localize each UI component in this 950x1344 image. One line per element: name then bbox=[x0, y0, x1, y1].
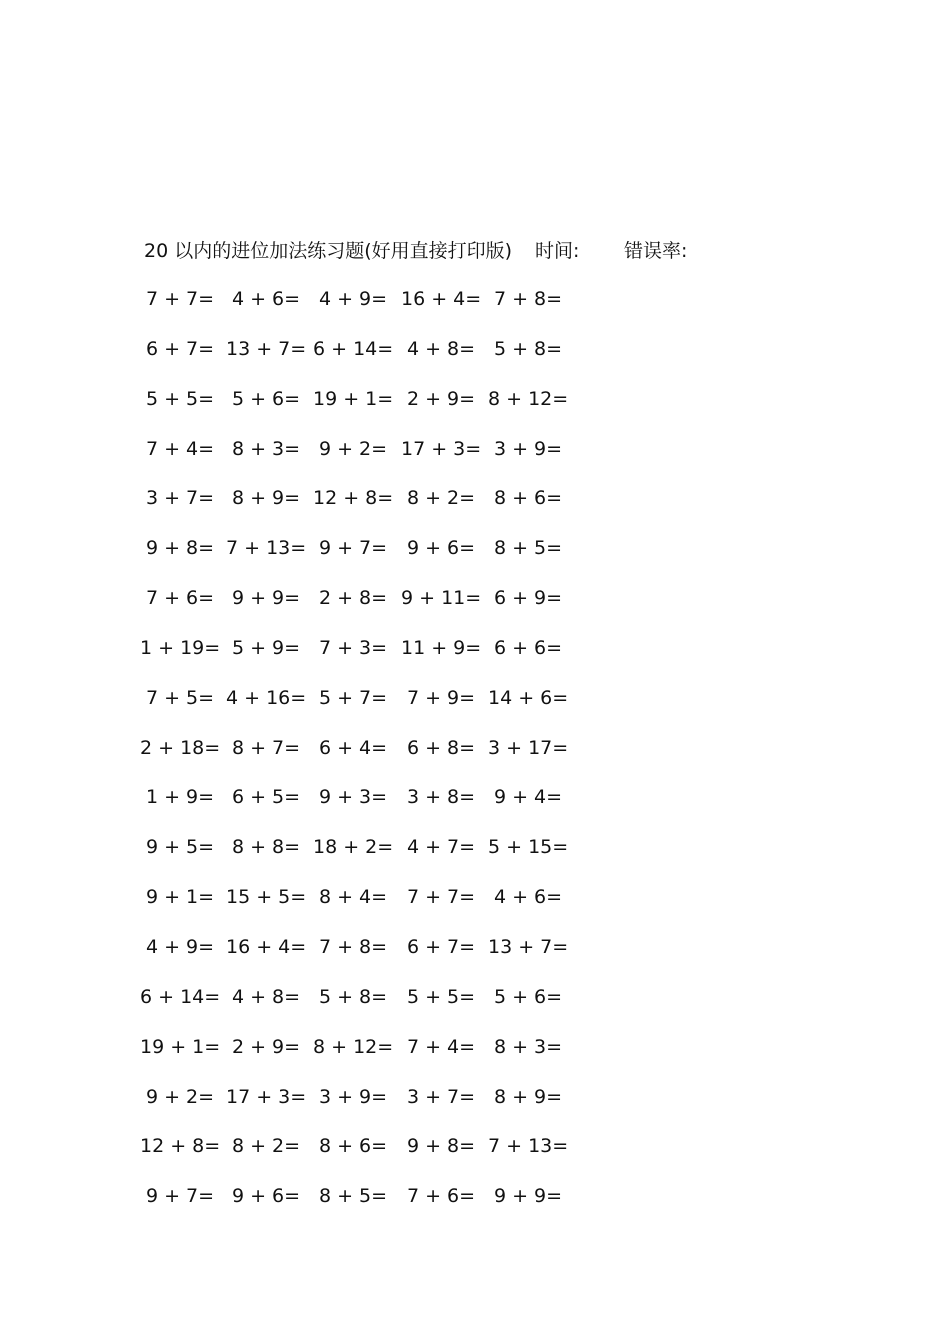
addition-problem: 5 + 8= bbox=[493, 337, 563, 360]
addition-problem: 3 + 7= bbox=[145, 487, 215, 510]
problem-row bbox=[140, 1132, 590, 1182]
problem-row bbox=[140, 1182, 590, 1232]
addition-problem: 6 + 14= bbox=[313, 337, 394, 360]
addition-problem: 9 + 6= bbox=[406, 537, 476, 560]
addition-problem: 9 + 5= bbox=[145, 836, 215, 859]
addition-problem: 8 + 7= bbox=[231, 736, 301, 759]
addition-problem: 3 + 9= bbox=[318, 1085, 388, 1108]
problem-row bbox=[140, 983, 590, 1033]
worksheet-title: 20 以内的进位加法练习题(好用直接打印版) bbox=[144, 240, 513, 262]
addition-problem: 6 + 14= bbox=[140, 985, 221, 1008]
addition-problem: 9 + 3= bbox=[318, 786, 388, 809]
addition-problem: 8 + 3= bbox=[231, 437, 301, 460]
addition-problem: 8 + 12= bbox=[488, 387, 569, 410]
addition-problem: 5 + 8= bbox=[318, 985, 388, 1008]
addition-problem: 8 + 5= bbox=[493, 537, 563, 560]
addition-problem: 2 + 8= bbox=[318, 587, 388, 610]
addition-problem: 9 + 2= bbox=[318, 437, 388, 460]
problem-row bbox=[140, 883, 590, 933]
addition-problem: 18 + 2= bbox=[313, 836, 394, 859]
addition-problem: 13 + 7= bbox=[488, 935, 569, 958]
addition-problem: 9 + 11= bbox=[401, 587, 482, 610]
addition-problem: 8 + 6= bbox=[493, 487, 563, 510]
addition-problem: 6 + 7= bbox=[145, 337, 215, 360]
addition-problem: 4 + 9= bbox=[145, 935, 215, 958]
addition-problem: 5 + 5= bbox=[145, 387, 215, 410]
addition-problem: 5 + 5= bbox=[406, 985, 476, 1008]
addition-problem: 5 + 6= bbox=[493, 985, 563, 1008]
addition-problem: 4 + 6= bbox=[231, 288, 301, 310]
addition-problem: 12 + 8= bbox=[313, 487, 394, 510]
addition-problem: 7 + 8= bbox=[318, 935, 388, 958]
addition-problem: 8 + 9= bbox=[231, 487, 301, 510]
addition-problem: 8 + 2= bbox=[231, 1135, 301, 1158]
problem-row bbox=[140, 833, 590, 883]
addition-problem: 15 + 5= bbox=[226, 886, 307, 909]
problem-row bbox=[140, 684, 590, 734]
addition-problem: 1 + 19= bbox=[140, 636, 221, 659]
addition-problem: 7 + 4= bbox=[145, 437, 215, 460]
addition-problem: 8 + 6= bbox=[318, 1135, 388, 1158]
addition-problem: 11 + 9= bbox=[401, 636, 482, 659]
addition-problem: 8 + 12= bbox=[313, 1035, 394, 1058]
problem-row bbox=[140, 584, 590, 634]
addition-problem: 7 + 8= bbox=[493, 288, 563, 310]
addition-problem: 2 + 18= bbox=[140, 736, 221, 759]
addition-problem: 4 + 8= bbox=[231, 985, 301, 1008]
addition-problem: 9 + 9= bbox=[493, 1185, 563, 1208]
addition-problem: 9 + 4= bbox=[493, 786, 563, 809]
addition-problem: 6 + 8= bbox=[406, 736, 476, 759]
problem-row bbox=[140, 335, 590, 385]
problem-row bbox=[140, 1083, 590, 1133]
problem-row bbox=[140, 734, 590, 784]
problem-row bbox=[140, 484, 590, 534]
addition-problem: 5 + 9= bbox=[231, 636, 301, 659]
addition-problem: 6 + 4= bbox=[318, 736, 388, 759]
addition-problem: 2 + 9= bbox=[231, 1035, 301, 1058]
problem-row bbox=[140, 435, 590, 485]
addition-problem: 7 + 13= bbox=[226, 537, 307, 560]
problem-row bbox=[140, 1033, 590, 1083]
problem-row bbox=[140, 534, 590, 584]
addition-problem: 7 + 6= bbox=[145, 587, 215, 610]
addition-problem: 9 + 9= bbox=[231, 587, 301, 610]
problem-row bbox=[140, 933, 590, 983]
problem-row bbox=[140, 385, 590, 435]
addition-problem: 8 + 4= bbox=[318, 886, 388, 909]
addition-problem: 19 + 1= bbox=[313, 387, 394, 410]
addition-problem: 1 + 9= bbox=[145, 786, 215, 809]
addition-problem: 6 + 9= bbox=[493, 587, 563, 610]
addition-problem: 9 + 8= bbox=[406, 1135, 476, 1158]
addition-problem: 7 + 13= bbox=[488, 1135, 569, 1158]
addition-problem: 7 + 3= bbox=[318, 636, 388, 659]
problem-row bbox=[140, 783, 590, 833]
addition-problem: 8 + 3= bbox=[493, 1035, 563, 1058]
error-rate-label: 错误率: bbox=[624, 240, 688, 262]
addition-problem: 4 + 6= bbox=[493, 886, 563, 909]
addition-problem: 13 + 7= bbox=[226, 337, 307, 360]
addition-problem: 4 + 16= bbox=[226, 686, 307, 709]
addition-problem: 8 + 9= bbox=[493, 1085, 563, 1108]
addition-problem: 9 + 1= bbox=[145, 886, 215, 909]
addition-problem: 9 + 7= bbox=[145, 1185, 215, 1208]
addition-problem: 9 + 6= bbox=[231, 1185, 301, 1208]
problem-row bbox=[140, 285, 590, 335]
addition-problem: 4 + 7= bbox=[406, 836, 476, 859]
addition-problem: 5 + 7= bbox=[318, 686, 388, 709]
addition-problem: 14 + 6= bbox=[488, 686, 569, 709]
addition-problem: 4 + 9= bbox=[318, 288, 388, 310]
addition-problem: 7 + 4= bbox=[406, 1035, 476, 1058]
addition-problem: 16 + 4= bbox=[226, 935, 307, 958]
addition-problem: 3 + 9= bbox=[493, 437, 563, 460]
addition-problem: 9 + 7= bbox=[318, 537, 388, 560]
addition-problem: 19 + 1= bbox=[140, 1035, 221, 1058]
problem-row bbox=[140, 634, 590, 684]
addition-problem: 5 + 15= bbox=[488, 836, 569, 859]
addition-problem: 8 + 2= bbox=[406, 487, 476, 510]
addition-problem: 3 + 7= bbox=[406, 1085, 476, 1108]
time-label: 时间: bbox=[535, 240, 580, 262]
addition-problem: 12 + 8= bbox=[140, 1135, 221, 1158]
addition-problem: 17 + 3= bbox=[401, 437, 482, 460]
addition-problem: 7 + 7= bbox=[145, 288, 215, 310]
addition-problem: 6 + 6= bbox=[493, 636, 563, 659]
problem-grid bbox=[140, 285, 590, 1232]
addition-problem: 5 + 6= bbox=[231, 387, 301, 410]
addition-problem: 4 + 8= bbox=[406, 337, 476, 360]
addition-problem: 6 + 7= bbox=[406, 935, 476, 958]
addition-problem: 7 + 9= bbox=[406, 686, 476, 709]
addition-problem: 7 + 5= bbox=[145, 686, 215, 709]
addition-problem: 3 + 8= bbox=[406, 786, 476, 809]
addition-problem: 6 + 5= bbox=[231, 786, 301, 809]
addition-problem: 7 + 7= bbox=[406, 886, 476, 909]
addition-problem: 17 + 3= bbox=[226, 1085, 307, 1108]
addition-problem: 8 + 8= bbox=[231, 836, 301, 859]
addition-problem: 8 + 5= bbox=[318, 1185, 388, 1208]
addition-problem: 3 + 17= bbox=[488, 736, 569, 759]
addition-problem: 9 + 8= bbox=[145, 537, 215, 560]
addition-problem: 2 + 9= bbox=[406, 387, 476, 410]
addition-problem: 7 + 6= bbox=[406, 1185, 476, 1208]
addition-problem: 9 + 2= bbox=[145, 1085, 215, 1108]
addition-problem: 16 + 4= bbox=[401, 288, 482, 310]
